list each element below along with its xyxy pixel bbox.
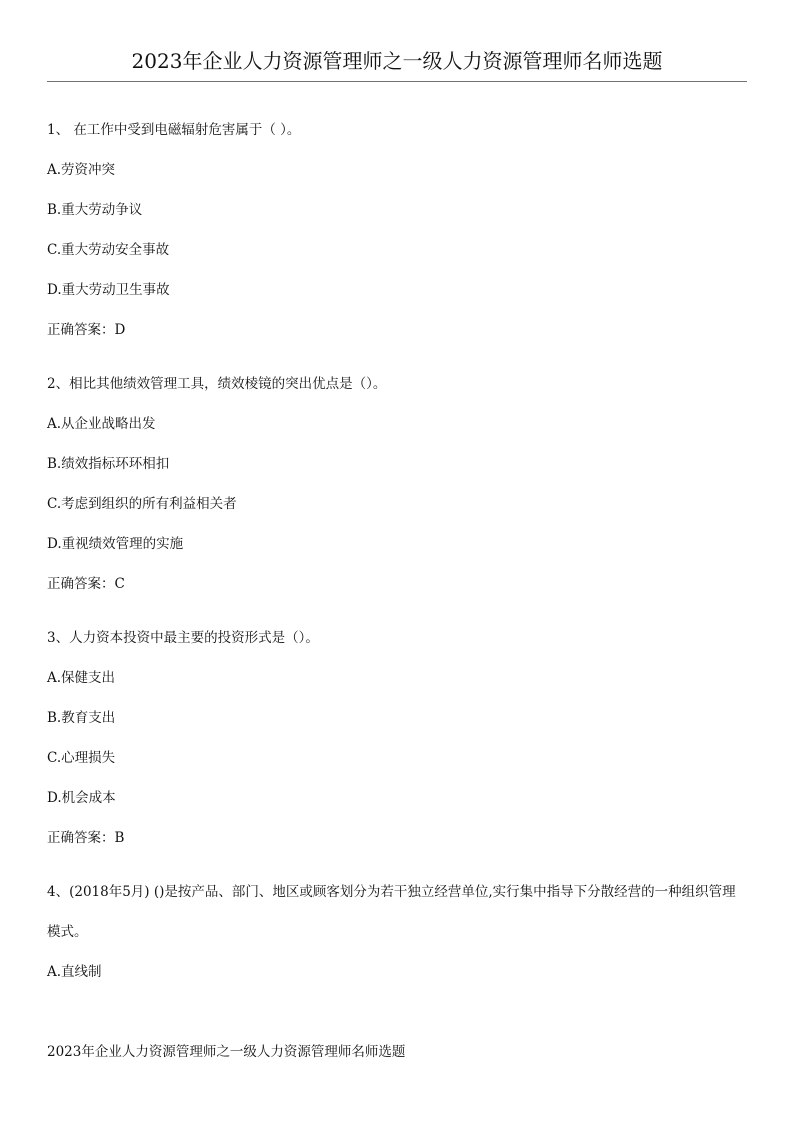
question-4-stem: 4、(2018年5月) ()是按产品、部门、地区或顾客划分为若干独立经营单位,实行集中指导下分散经营的一种组织管理模式。: [47, 884, 736, 940]
question-2-option-d: D.重视绩效管理的实施: [47, 536, 184, 552]
question-1-answer: 正确答案：D: [47, 322, 126, 338]
question-3-answer: 正确答案：B: [47, 830, 125, 846]
question-2-stem: 2、相比其他绩效管理工具，绩效棱镜的突出优点是（）。: [47, 376, 387, 392]
question-2-option-c: C.考虑到组织的所有利益相关者: [47, 496, 237, 512]
question-1-option-c: C.重大劳动安全事故: [47, 242, 170, 258]
page-title: 2023年企业人力资源管理师之一级人力资源管理师名师选题: [131, 49, 663, 73]
question-4-option-a: A.直线制: [47, 964, 102, 980]
question-2-option-b: B.绩效指标环环相扣: [47, 456, 170, 472]
question-3-option-a: A.保健支出: [47, 670, 116, 686]
question-3-stem: 3、人力资本投资中最主要的投资形式是（）。: [47, 630, 319, 646]
question-1-option-b: B.重大劳动争议: [47, 202, 143, 218]
page-footer: 2023年企业人力资源管理师之一级人力资源管理师名师选题: [47, 1044, 406, 1060]
header-divider: [47, 81, 747, 82]
question-3-option-b: B.教育支出: [47, 710, 116, 726]
question-1-option-d: D.重大劳动卫生事故: [47, 282, 170, 298]
question-3-option-d: D.机会成本: [47, 790, 116, 806]
question-1-option-a: A.劳资冲突: [47, 162, 116, 178]
question-2-answer: 正确答案：C: [47, 576, 125, 592]
question-1-stem: 1、 在工作中受到电磁辐射危害属于（ ）。: [47, 122, 301, 138]
question-2-option-a: A.从企业战略出发: [47, 416, 156, 432]
question-3-option-c: C.心理损失: [47, 750, 116, 766]
